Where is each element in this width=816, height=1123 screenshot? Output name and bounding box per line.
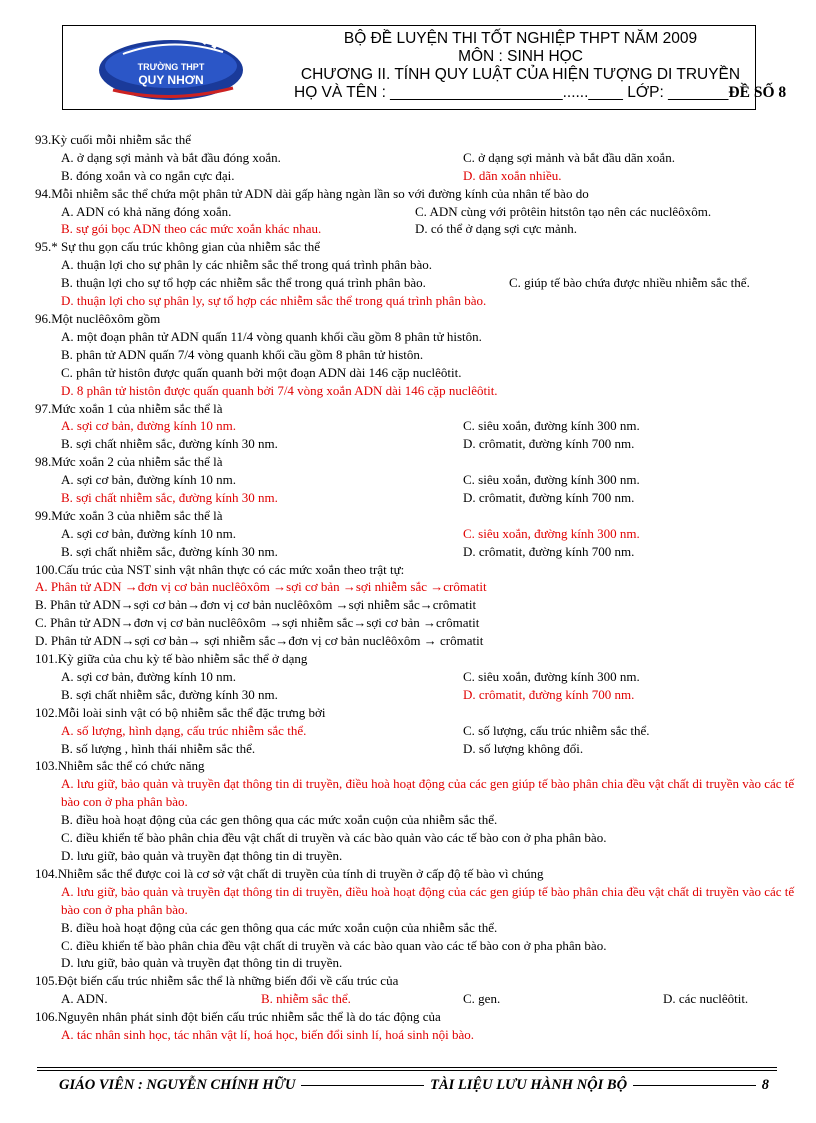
q98-option-b: B. sợi chất nhiễm sắc, đường kính 30 nm. xyxy=(61,490,278,505)
q96-option-a: A. một đoạn phân tử ADN quấn 11/4 vòng quanh khối cầu gồm 8 phân tử histôn. xyxy=(61,328,482,344)
subject: MÔN : SINH HỌC xyxy=(458,48,583,65)
q97-option-c: C. siêu xoắn, đường kính 300 nm. xyxy=(463,418,640,434)
q98-option-a: A. sợi cơ bản, đường kính 10 nm. xyxy=(61,472,236,488)
q106-option-a: A. tác nhân sinh học, tác nhân vật lí, hoá học, biến đổi sinh lí, hoá sinh nội bào. xyxy=(61,1027,475,1043)
question-105: 105.Đột biến cấu trúc nhiễm sắc thể là những biến đổi về cấu trúc của xyxy=(35,973,399,989)
q105-option-a: A. ADN. xyxy=(61,991,108,1007)
question-106: 106.Nguyên nhân phát sinh đột biến cấu trúc nhiễm sắc thể là do tác động của xyxy=(35,1009,441,1025)
question-100: 100.Cấu trúc của NST sinh vật nhân thực có các mức xoắn theo trật tự: xyxy=(35,561,405,577)
teacher-name: GIÁO VIÊN : NGUYỄN CHÍNH HỮU xyxy=(59,1077,296,1093)
q94-option-c: C. ADN cùng với prôtêin hitstôn tạo nên các nuclêôxôm. xyxy=(415,203,712,219)
question-98: 98.Mức xoắn 2 của nhiễm sắc thể là xyxy=(35,454,223,470)
question-94: 94.Mỗi nhiễm sắc thể chứa một phân tử ADN dài gấp hàng ngàn lần so với đường kính của nhân tế bào do xyxy=(35,185,589,201)
q100-option-b: B. Phân tử ADN→sợi cơ bản→đơn vị cơ bản nuclêôxôm →sợi nhiễm sắc→crômatit xyxy=(35,597,477,613)
logo-line2: QUY NHƠN xyxy=(138,73,204,87)
question-102: 102.Mỗi loài sinh vật có bộ nhiễm sắc thể đặc trưng bởi xyxy=(35,704,326,720)
q94-option-b: B. sự gói bọc ADN theo các mức xoắn khác nhau. xyxy=(61,221,322,237)
q100-option-a: A. Phân tử ADN →đơn vị cơ bản nuclêôxôm →sợi cơ bản →sợi nhiễm sắc →crômatit xyxy=(35,579,487,595)
chapter-title: CHƯƠNG II. TÍNH QUY LUẬT CỦA HIỆN TƯỢNG DI TRUYỀN xyxy=(300,66,741,83)
q100-option-c: C. Phân tử ADN→đơn vị cơ bản nuclêôxôm →sợi nhiễm sắc→sợi cơ bản →crômatit xyxy=(35,615,480,631)
q105-option-d: D. các nuclêôtit. xyxy=(663,991,749,1007)
q102-option-b: B. số lượng , hình thái nhiễm sắc thể. xyxy=(61,740,256,756)
q96-option-c: C. phân tử histôn được quấn quanh bởi một đoạn ADN dài 146 cặp nuclêôtit. xyxy=(61,364,462,380)
page-number: 8 xyxy=(761,1077,770,1093)
q102-option-a: A. số lượng, hình dạng, cấu trúc nhiễm sắc thể. xyxy=(61,722,307,738)
q97-option-b: B. sợi chất nhiễm sắc, đường kính 30 nm. xyxy=(61,436,278,452)
q99-option-b: B. sợi chất nhiễm sắc, đường kính 30 nm. xyxy=(61,543,278,559)
exam-number: ĐỀ SỐ 8 xyxy=(728,84,787,101)
q93-option-c: C. ở dạng sợi mảnh và bắt đầu dãn xoắn. xyxy=(463,149,675,165)
q95-option-a: A. thuận lợi cho sự phân ly các nhiễm sắc thể trong quá trình phân bào. xyxy=(61,257,432,273)
q102-option-c: C. số lượng, cấu trúc nhiễm sắc thể. xyxy=(463,722,650,738)
q95-option-c: C. giúp tế bào chứa được nhiều nhiễm sắc thể. xyxy=(509,275,750,291)
name-class-field: HỌ VÀ TÊN : ____________________......____ LỚP: _______ xyxy=(294,84,729,101)
q99-option-c: C. siêu xoắn, đường kính 300 nm. xyxy=(463,525,640,541)
q104-option-d: D. lưu giữ, bảo quản và truyền đạt thông tin di truyền. xyxy=(61,955,343,971)
q97-option-d: D. crômatit, đường kính 700 nm. xyxy=(463,436,635,452)
question-99: 99.Mức xoắn 3 của nhiễm sắc thể là xyxy=(35,507,223,523)
footer xyxy=(37,1067,777,1094)
question-96: 96.Một nuclêôxôm gồm xyxy=(35,310,161,326)
footer-double-line xyxy=(37,1067,777,1071)
school-logo xyxy=(83,32,273,104)
q96-option-b: B. phân tử ADN quấn 7/4 vòng quanh khối cầu gồm 8 phân tử histôn. xyxy=(61,346,424,362)
footer-rule-1 xyxy=(301,1085,424,1086)
logo-line1: TRƯỜNG THPT xyxy=(137,62,205,72)
q98-option-d: D. crômatit, đường kính 700 nm. xyxy=(463,490,635,505)
q95-option-b: B. thuận lợi cho sự tổ hợp các nhiễm sắc thể trong quá trình phân bào. xyxy=(61,275,426,291)
q103-option-c: C. điều khiển tế bào phân chia đều vật chất di truyền và các bào quản vào các tế bào con ở pha phân bào. xyxy=(61,830,607,846)
q96-option-d: D. 8 phân tử histôn được quấn quanh bởi 7/4 vòng xoắn ADN dài 146 cặp nuclêôtit. xyxy=(61,382,498,398)
q93-option-d: D. dãn xoắn nhiều. xyxy=(463,167,562,183)
q101-option-b: B. sợi chất nhiễm sắc, đường kính 30 nm. xyxy=(61,686,278,702)
question-103: 103.Nhiễm sắc thể có chức năng xyxy=(35,758,205,774)
q100-option-d: D. Phân tử ADN→sợi cơ bản→ sợi nhiễm sắc→đơn vị cơ bản nuclêôxôm → crômatit xyxy=(35,633,484,649)
q103-option-b: B. điều hoà hoạt động của các gen thông qua các mức xoắn cuộn của nhiễm sắc thể. xyxy=(61,812,498,828)
q94-option-d: D. có thể ở dạng sợi cực mảnh. xyxy=(415,221,577,237)
question-95: 95.* Sự thu gọn cấu trúc không gian của nhiễm sắc thể xyxy=(35,239,321,255)
q101-option-a: A. sợi cơ bản, đường kính 10 nm. xyxy=(61,669,236,685)
q95-option-d: D. thuận lợi cho sự phân ly, sự tổ hợp các nhiễm sắc thể trong quá trình phân bào. xyxy=(61,293,487,309)
q98-option-c: C. siêu xoắn, đường kính 300 nm. xyxy=(463,472,640,488)
q104-option-c: C. điều khiển tế bào phân chia đều vật chất di truyền và các bào quan vào các tế bào con ở pha phân bào. xyxy=(61,937,607,953)
q105-option-b: B. nhiễm sắc thể. xyxy=(261,991,351,1007)
question-list xyxy=(35,131,795,1044)
q104-option-a: A. lưu giữ, bảo quản và truyền đạt thông tin di truyền, điều hoà hoạt động của các gen giúp tế bào phân chia đều vật chất di truyền vào các tế bào con ở pha phân bào. xyxy=(61,883,795,917)
question-104: 104.Nhiễm sắc thể được coi là cơ sở vật chất di truyền của tính di truyền ở cấp độ tế bào vì chúng xyxy=(35,865,544,881)
q103-option-a: A. lưu giữ, bảo quản và truyền đạt thông tin di truyền, điều hoà hoạt động của các gen giúp tế bào phân chia đều vật chất di truyền vào các tế bào con ở pha phân bào. xyxy=(61,776,795,810)
q93-option-a: A. ở dạng sợi mảnh và bắt đầu đóng xoắn. xyxy=(61,149,281,165)
q99-option-d: D. crômatit, đường kính 700 nm. xyxy=(463,543,635,559)
q94-option-a: A. ADN có khả năng đóng xoắn. xyxy=(61,203,232,219)
q97-option-a: A. sợi cơ bản, đường kính 10 nm. xyxy=(61,418,236,434)
q101-option-d: D. crômatit, đường kính 700 nm. xyxy=(463,686,635,702)
internal-doc-note: TÀI LIỆU LƯU HÀNH NỘI BỘ xyxy=(430,1077,628,1093)
q103-option-d: D. lưu giữ, bảo quản và truyền đạt thông tin di truyền. xyxy=(61,848,343,864)
q93-option-b: B. đóng xoắn và co ngắn cực đại. xyxy=(61,167,235,183)
q105-option-c: C. gen. xyxy=(463,991,501,1007)
q101-option-c: C. siêu xoắn, đường kính 300 nm. xyxy=(463,669,640,685)
q102-option-d: D. số lượng không đổi. xyxy=(463,740,584,756)
q99-option-a: A. sợi cơ bản, đường kính 10 nm. xyxy=(61,525,236,541)
question-101: 101.Kỳ giữa của chu kỳ tế bào nhiễm sắc thể ở dạng xyxy=(35,651,308,667)
exam-title: BỘ ĐỀ LUYỆN THI TỐT NGHIỆP THPT NĂM 2009 xyxy=(343,30,698,47)
footer-rule-2 xyxy=(633,1085,756,1086)
question-93: 93.Kỳ cuối mỗi nhiễm sắc thể xyxy=(35,132,191,147)
question-97: 97.Mức xoắn 1 của nhiễm sắc thể là xyxy=(35,400,223,416)
header-box xyxy=(62,25,787,110)
q104-option-b: B. điều hoà hoạt động của các gen thông qua các mức xoắn cuộn của nhiễm sắc thể. xyxy=(61,919,498,935)
